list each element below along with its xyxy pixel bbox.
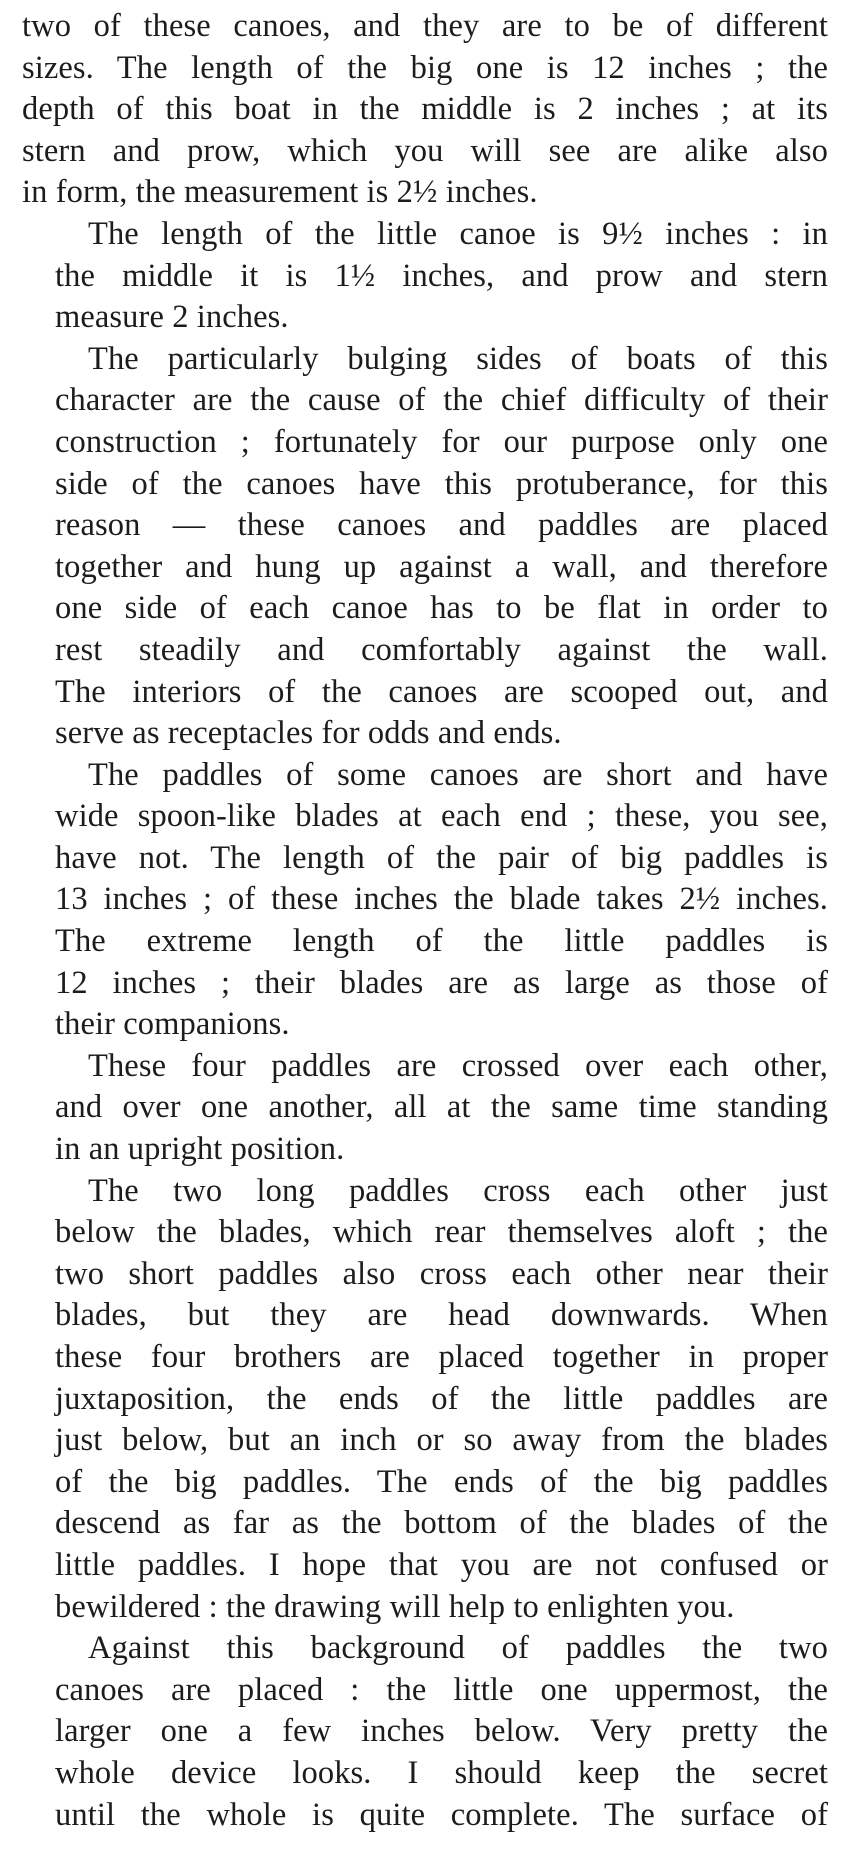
text-line: These four paddles are crossed over each other, [88,1047,828,1084]
text-line: wide spoon-like blades at each end ; these, you see, [55,798,828,835]
text-line: Against this background of paddles the two [88,1630,828,1667]
text-line: descend as far as the bottom of the blades of the [55,1505,828,1542]
text-line: bewildered : the drawing will help to enlighten you. [55,1588,735,1625]
text-line: canoes are placed : the little one uppermost, the [55,1671,828,1708]
book-page [22,6,828,1836]
paragraph-crossed-paddles [22,1046,828,1171]
text-line: 12 inches ; their blades are as large as those of [55,964,828,1001]
text-line: little paddles. I hope that you are not confused or [55,1546,828,1583]
text-line: side of the canoes have this protuberance, for this [55,465,828,502]
text-line: blades, but they are head downwards. When [55,1297,828,1334]
text-line: depth of this boat in the middle is 2 inches ; at its [22,91,828,128]
text-line: together and hung up against a wall, and therefore [55,548,828,585]
paragraph-paddles [22,755,828,1046]
text-line: and over one another, all at the same time standing [55,1089,828,1126]
text-line: The extreme length of the little paddles is [55,923,828,960]
paragraph-background [22,1628,828,1836]
paragraph-long-paddles [22,1171,828,1629]
text-line: their companions. [55,1006,290,1043]
paragraph-little-canoe [22,214,828,339]
text-line: until the whole is quite complete. The surface of [55,1796,828,1833]
text-line: construction ; fortunately for our purpose only one [55,423,828,460]
text-line: juxtaposition, the ends of the little paddles are [55,1380,828,1417]
text-line: of the big paddles. The ends of the big paddles [55,1463,828,1500]
text-line: two of these canoes, and they are to be of different [22,8,828,44]
text-line: two short paddles also cross each other near their [55,1255,828,1292]
text-line: have not. The length of the pair of big paddles is [55,839,828,876]
text-line: rest steadily and comfortably against the wall. [55,631,828,668]
text-line: below the blades, which rear themselves aloft ; the [55,1214,828,1251]
text-line: whole device looks. I should keep the secret [55,1754,828,1791]
text-line: the middle it is 1½ inches, and prow and stern [55,257,828,294]
text-line: 13 inches ; of these inches the blade takes 2½ inches. [55,881,828,918]
text-line: these four brothers are placed together in proper [55,1339,828,1375]
text-line: in form, the measurement is 2½ inches. [22,174,538,211]
text-line: one side of each canoe has to be flat in order to [55,590,828,627]
text-line: serve as receptacles for odds and ends. [55,715,562,752]
text-line: The length of the little canoe is 9½ inches : in [88,215,828,252]
paragraph-bulging-sides [22,339,828,755]
text-line: The interiors of the canoes are scooped out, and [55,673,828,710]
text-line: in an upright position. [55,1131,345,1168]
text-line: The particularly bulging sides of boats of this [88,340,828,377]
text-line: The paddles of some canoes are short and have [88,756,828,793]
text-line: reason — these canoes and paddles are placed [55,507,828,544]
text-line: just below, but an inch or so away from the blades [55,1422,828,1459]
text-line: stern and prow, which you will see are alike also [22,132,828,169]
text-line: sizes. The length of the big one is 12 inches ; the [22,49,828,86]
text-line: measure 2 inches. [55,299,289,336]
text-line: character are the cause of the chief difficulty of their [55,382,828,419]
text-line: larger one a few inches below. Very pretty the [55,1713,828,1750]
paragraph-canoe-sizes [22,6,828,214]
text-line: The two long paddles cross each other just [88,1172,828,1209]
